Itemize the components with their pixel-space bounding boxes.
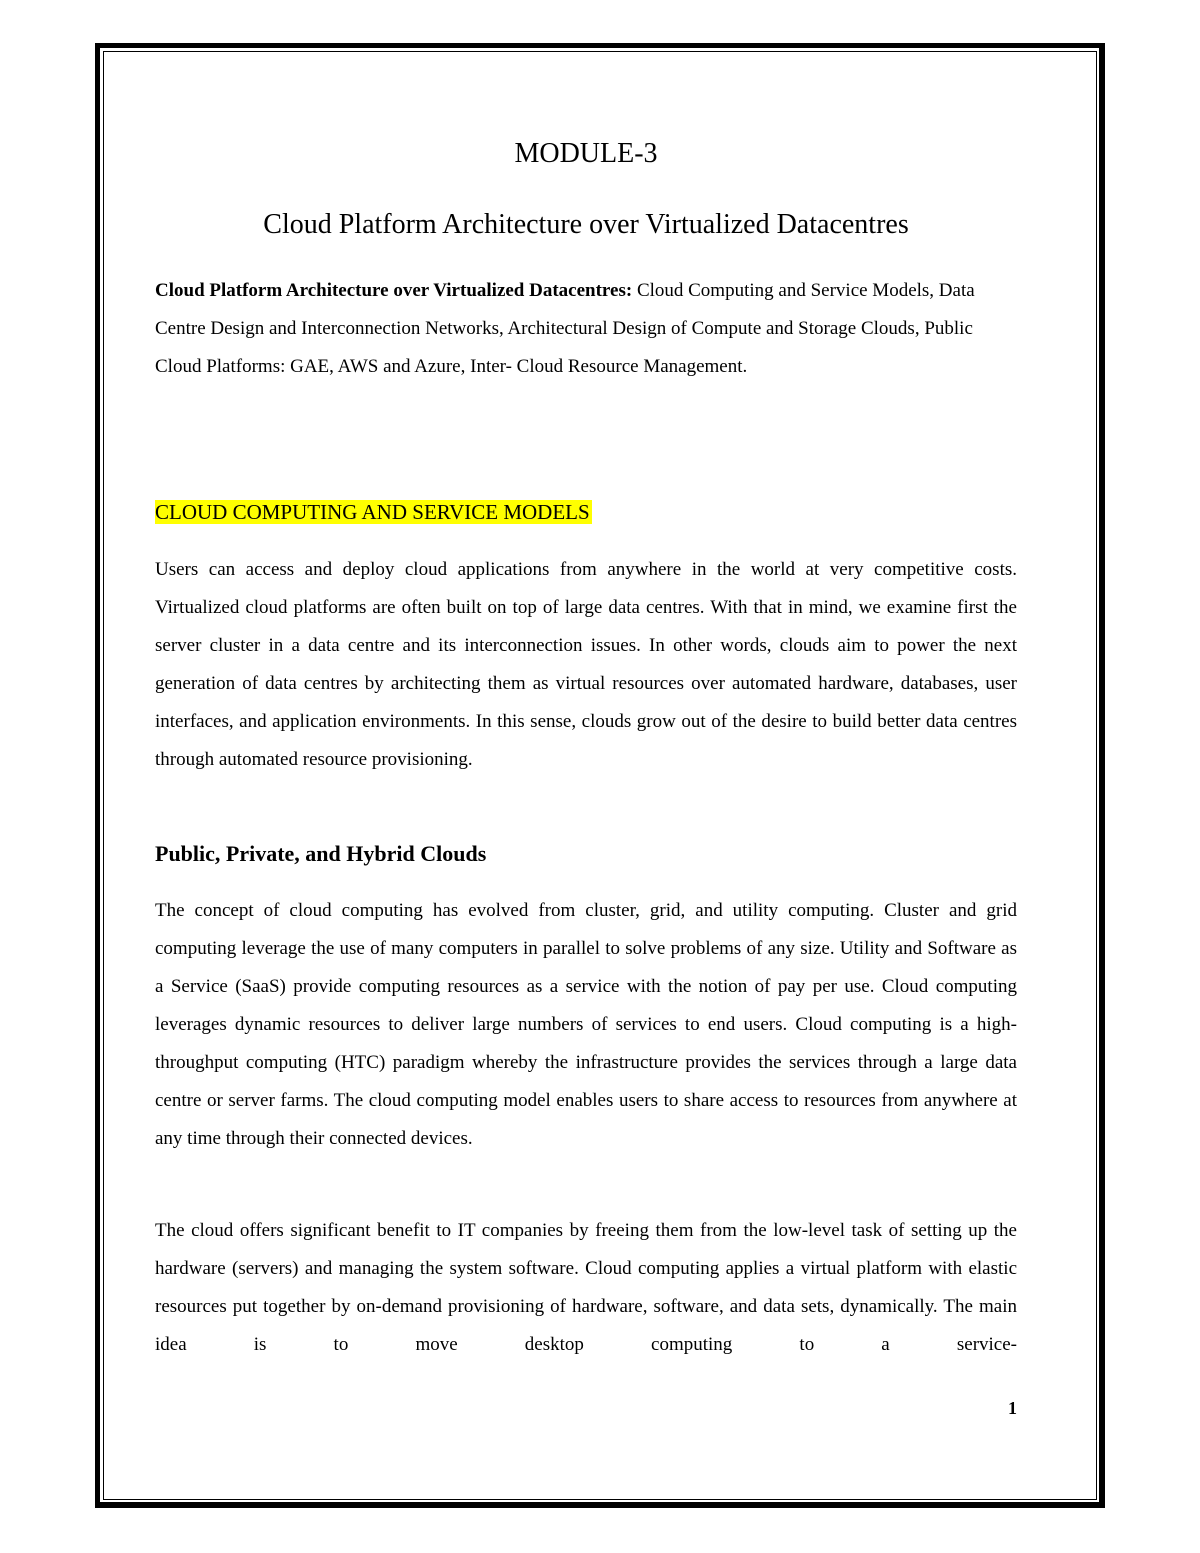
page-number: 1 bbox=[1008, 1398, 1017, 1418]
subsection-heading: Public, Private, and Hybrid Clouds bbox=[155, 841, 487, 866]
paragraph-public-private-hybrid: The concept of cloud computing has evolved from cluster, grid, and utility computing. Cluster and grid computing leverage the use of many computers in parallel to solve problems of any size. Utility and Software as a Service (SaaS) provide computing resources as a service with the notion of pay per use. Cloud computing leverages dynamic resources to deliver large numbers of services to end users. Cloud computing is a high-throughput computing (HTC) paradigm whereby the infrastructure provides the services through a large data centre or server farms. The cloud computing model enables users to share access to resources from anywhere at any time through their connected devices. bbox=[155, 900, 1017, 1149]
section-heading bbox=[155, 496, 592, 528]
module-title: MODULE-3 bbox=[514, 138, 658, 169]
overview-lead: Cloud Platform Architecture over Virtualized Datacentres: bbox=[155, 280, 633, 301]
section-heading-highlight: CLOUD COMPUTING AND SERVICE MODELS bbox=[155, 500, 590, 524]
overview-text: Cloud Computing and Service Models, Data Centre Design and Interconnection Networks, Architectural Design of Compute and Storage Clouds, Public Cloud Platforms: GAE, AWS and Azure, Inter- Cloud Resource Management. bbox=[155, 280, 975, 377]
overview-paragraph bbox=[155, 272, 1017, 386]
paragraph-cloud-computing: Users can access and deploy cloud applications from anywhere in the world at very competitive costs. Virtualized cloud platforms are often built on top of large data centres. With that in mind, we examine first the server cluster in a data centre and its interconnection issues. In other words, clouds aim to power the next generation of data centres by architecting them as virtual resources over automated hardware, databases, user interfaces, and application environments. In this sense, clouds grow out of the desire to build better data centres through automated resource provisioning. bbox=[155, 559, 1017, 770]
document-subtitle: Cloud Platform Architecture over Virtualized Datacentres bbox=[263, 209, 909, 240]
paragraph-cloud-benefit: The cloud offers significant benefit to IT companies by freeing them from the low-level task of setting up the hardware (servers) and managing the system software. Cloud computing applies a virtual platform with elastic resources put together by on-demand provisioning of hardware, software, and data sets, dynamically. The main idea is to move desktop computing to a service- bbox=[155, 1220, 1017, 1355]
